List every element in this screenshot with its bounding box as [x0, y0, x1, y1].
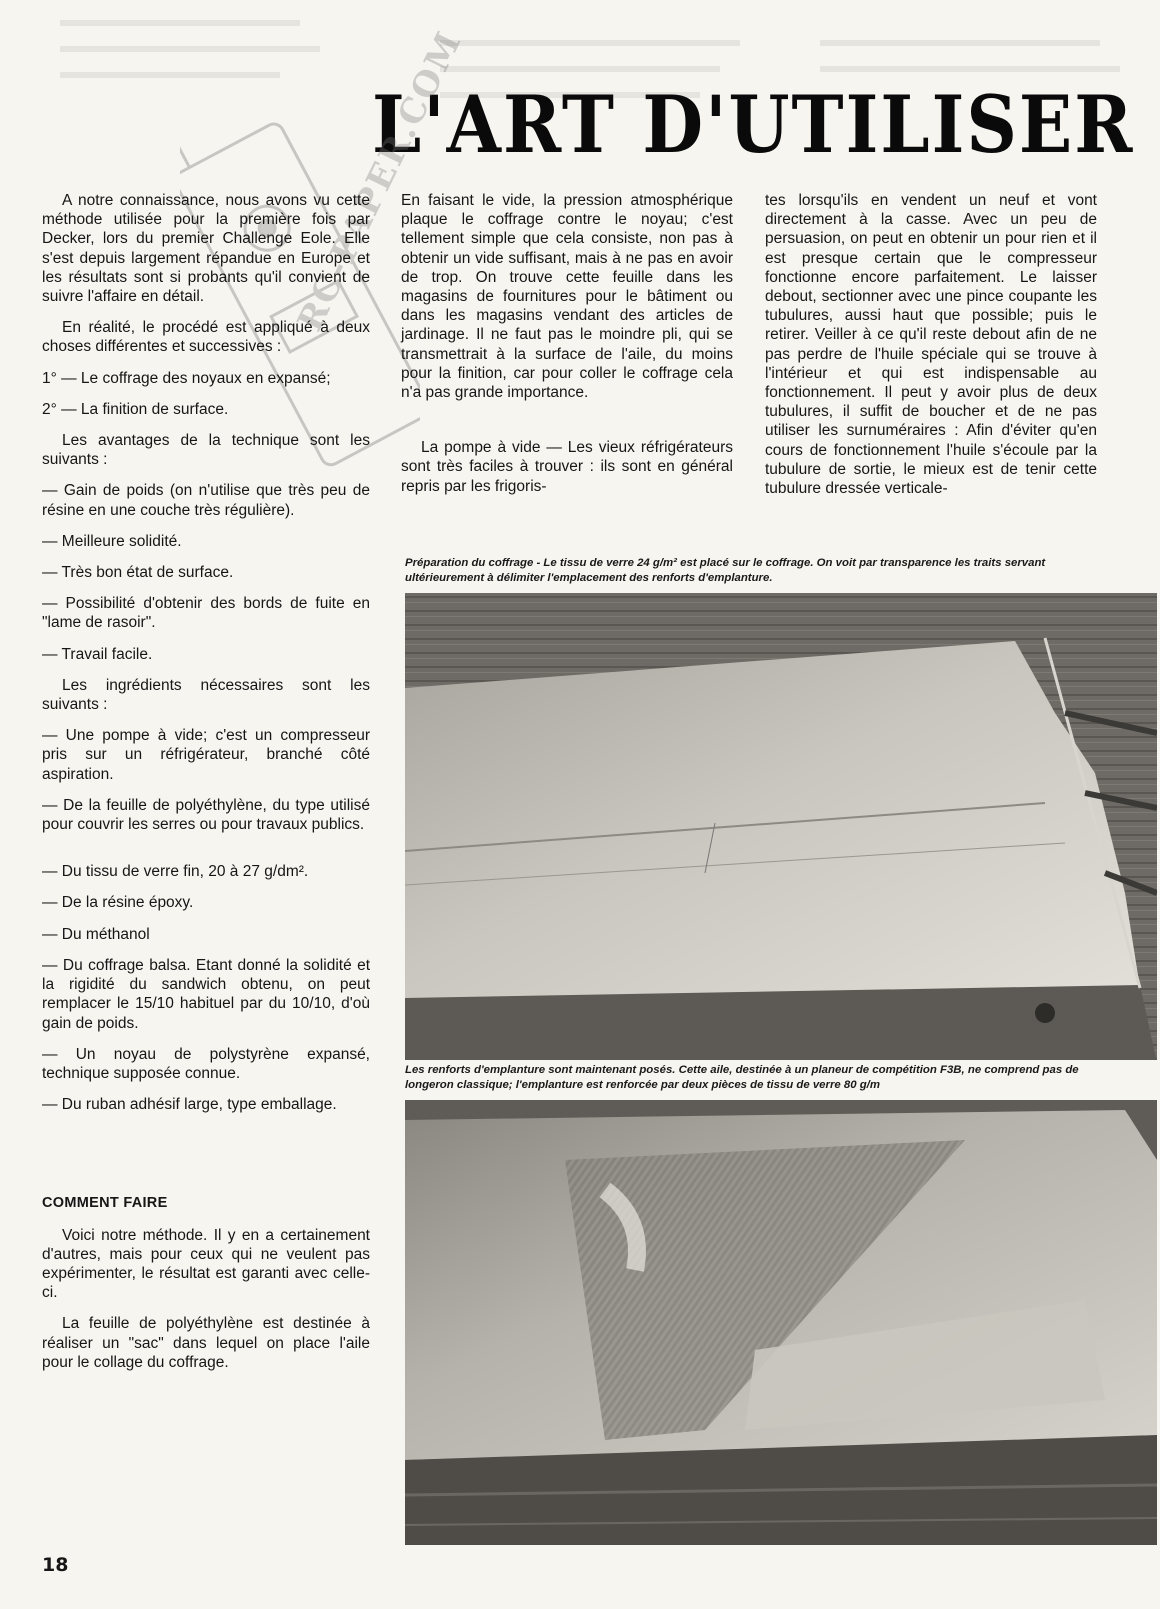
list-item: — Un noyau de polystyrène expansé, technique supposée connue. — [42, 1045, 370, 1082]
list-item: — Travail facile. — [42, 645, 153, 663]
paragraph: Les ingrédients nécessaires sont les suivants : — [42, 676, 370, 714]
photo-glass-cloth-on-wing — [405, 593, 1157, 1060]
page-number: 18 — [42, 1554, 69, 1576]
list-item: — De la résine époxy. — [42, 894, 194, 912]
column-1 — [42, 191, 370, 1384]
list-item: — Du méthanol — [42, 925, 150, 943]
paragraph: La feuille de polyéthylène est destinée à réaliser un "sac" dans lequel on place l'aile pour le collage du coffrage. — [42, 1315, 370, 1371]
list-item: 2° — La finition de surface. — [42, 400, 229, 418]
list-item: — Très bon état de surface. — [42, 564, 234, 582]
paragraph: La pompe à vide — Les vieux réfrigérateurs sont très faciles à trouver : ils sont en général repris par les frigoris- — [401, 439, 733, 495]
list-item: — Une pompe à vide; c'est un compresseur pris sur un réfrigérateur, branché côté aspiration. — [42, 727, 370, 783]
paragraph: Les avantages de la technique sont les suivants : — [42, 432, 370, 469]
photo-caption: Les renforts d'emplanture sont maintenant posés. Cette aile, destinée à un planeur de compétition F3B, ne comprend pas de longeron classique; l'emplanture est renforcée par deux pièces de tissu de verre 80 g/m — [405, 1064, 1079, 1091]
column-2 — [401, 191, 733, 508]
list-item: — Du ruban adhésif large, type emballage. — [42, 1096, 337, 1114]
photo-caption: Préparation du coffrage - Le tissu de verre 24 g/m² est placé sur le coffrage. On voit par transparence les traits servant ultérieurement à délimiter l'emplacement des renforts d'emplanture. — [405, 557, 1046, 584]
paragraph: A notre connaissance, nous avons vu cette méthode utilisée pour la première fois par Decker, lors du premier Challenge Eole. Elle s'est depuis largement répandue en Europe et les résultats sont si probants qu'il convient de suivre l'affaire en détail. — [42, 192, 370, 306]
paragraph: En faisant le vide, la pression atmosphérique plaque le coffrage contre le noyau; c'est tellement simple que cela consiste, non pas à obtenir un vide suffisant, mais à ne pas en avoir de trop. On trouve cette feuille dans les magasins de fournitures pour le bâtiment ou dans les magasins vendant des articles de jardinage. Il ne faut pas le moindre pli, qui se transmettrait à la surface de l'aile, du moins pour la finition, car pour coller le coffrage cela n'a pas grande importance. — [401, 192, 733, 402]
list-item: — Du tissu de verre fin, 20 à 27 g/dm². — [42, 863, 309, 881]
list-item: — Possibilité d'obtenir des bords de fuite en "lame de rasoir". — [42, 595, 370, 632]
list-item: — Du coffrage balsa. Etant donné la solidité et la rigidité du sandwich obtenu, on peut remplacer le 15/10 habituel par du 10/10, d'où gain de poids. — [42, 956, 370, 1032]
list-item: 1° — Le coffrage des noyaux en expansé; — [42, 369, 331, 387]
paragraph: Voici notre méthode. Il y en a certainement d'autres, mais pour ceux qui ne veulent pas expérimenter, le résultat est garanti avec celle-ci. — [42, 1226, 370, 1302]
column-3 — [765, 191, 1097, 510]
paragraph: En réalité, le procédé est appliqué à deux choses différentes et successives : — [42, 319, 370, 356]
article-title: L'ART D'UTILISER — [372, 78, 1135, 172]
list-item: — Gain de poids (on n'utilise que très peu de résine en une couche très régulière). — [42, 482, 370, 519]
photo-root-reinforcements — [405, 1100, 1157, 1545]
list-item: — Meilleure solidité. — [42, 532, 182, 550]
section-heading: COMMENT FAIRE — [42, 1195, 168, 1212]
list-item: — De la feuille de polyéthylène, du type utilisé pour couvrir les serres ou pour travaux publics. — [42, 796, 370, 834]
watermark-logo-text: RC-PAPER.COM — [290, 24, 471, 338]
paragraph: tes lorsqu'ils en vendent un neuf et vont directement à la casse. Avec un peu de persuasion, on peut en obtenir un pour rien et il est presque certain que le compresseur fonctionne encore parfaitement. Le laisser debout, sectionner avec une pince coupante les tubulures, aussi haut que possible; puis le retirer. Veiller à ce qu'il reste debout afin de ne pas perdre de l'huile spéciale qui se trouve à l'intérieur et qui est indispensable au fonctionnement. Il peut y avoir plus de deux tubulures, il suffit de boucher et de ne pas utiliser les surnuméraires : Afin d'éviter qu'en cours de fonctionnement l'huile s'écoule par la tubulure de sortie, le mieux est de tenir cette tubulure dressée verticale- — [765, 192, 1097, 498]
